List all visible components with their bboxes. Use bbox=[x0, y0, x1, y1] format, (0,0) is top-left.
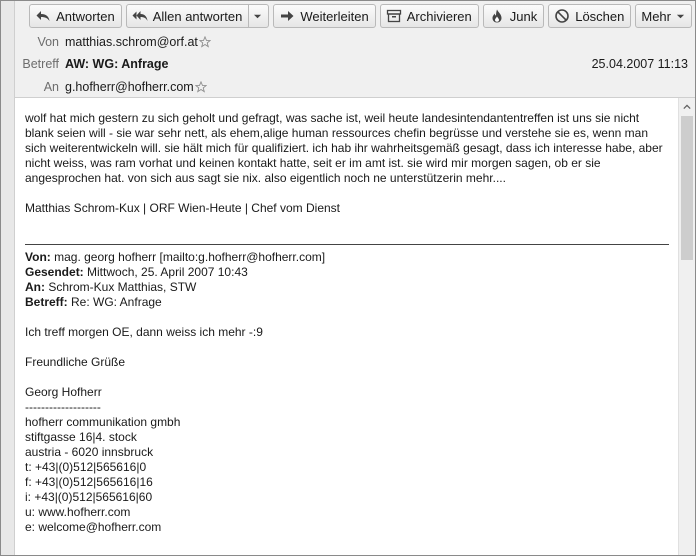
star-icon[interactable] bbox=[195, 81, 207, 93]
reply-label: Antworten bbox=[56, 8, 115, 24]
quoted-from-line: Von: mag. georg hofherr [mailto:g.hofherr@hofherr.com] bbox=[25, 250, 326, 264]
forward-icon bbox=[279, 8, 295, 24]
forward-label: Weiterleiten bbox=[300, 8, 369, 24]
more-button[interactable] bbox=[635, 4, 692, 28]
subject-value: AW: WG: Anfrage bbox=[65, 57, 169, 71]
more-label: Mehr bbox=[641, 8, 671, 24]
quoted-sent-line: Gesendet: Mittwoch, 25. April 2007 10:43 bbox=[25, 265, 248, 279]
signature: Matthias Schrom-Kux | ORF Wien-Heute | Chef vom Dienst bbox=[25, 201, 340, 215]
chevron-up-icon bbox=[683, 103, 691, 111]
quoted-message: Ich treff morgen OE, dann weiss ich mehr -:9 bbox=[25, 325, 263, 339]
reply-all-button[interactable] bbox=[126, 4, 270, 28]
chevron-down-icon bbox=[253, 12, 262, 21]
quoted-name: Georg Hofherr bbox=[25, 385, 102, 399]
subject-row bbox=[15, 54, 695, 74]
quoted-phone: t: +43|(0)512|565616|0 bbox=[25, 460, 147, 474]
quoted-url[interactable]: u: www.hofherr.com bbox=[25, 505, 131, 519]
chevron-down-icon bbox=[676, 12, 685, 21]
quoted-to-line: An: Schrom-Kux Matthias, STW bbox=[25, 280, 197, 294]
message-date: 25.04.2007 11:13 bbox=[591, 57, 688, 71]
to-row bbox=[15, 77, 695, 97]
quoted-email[interactable]: e: welcome@hofherr.com bbox=[25, 520, 162, 534]
from-row bbox=[15, 32, 695, 52]
reply-all-label: Allen antworten bbox=[152, 8, 243, 24]
quoted-street: stiftgasse 16|4. stock bbox=[25, 430, 137, 444]
junk-button[interactable] bbox=[483, 4, 544, 28]
scrollbar-thumb[interactable] bbox=[681, 116, 693, 260]
archive-label: Archivieren bbox=[406, 8, 472, 24]
star-icon[interactable] bbox=[199, 36, 211, 48]
forward-button[interactable] bbox=[273, 4, 375, 28]
junk-label: Junk bbox=[509, 8, 538, 24]
archive-icon bbox=[386, 8, 402, 24]
scroll-up-arrow[interactable] bbox=[679, 99, 695, 115]
quoted-fax: f: +43|(0)512|565616|16 bbox=[25, 475, 153, 489]
quoted-subject-line: Betreff: Re: WG: Anfrage bbox=[25, 295, 162, 309]
from-address[interactable]: matthias.schrom@orf.at bbox=[65, 35, 198, 49]
quoted-greeting: Freundliche Grüße bbox=[25, 355, 126, 369]
delete-label: Löschen bbox=[575, 8, 625, 24]
quoted-isdn: i: +43|(0)512|565616|60 bbox=[25, 490, 153, 504]
delete-button[interactable] bbox=[548, 4, 631, 28]
message-toolbar bbox=[29, 4, 692, 28]
archive-button[interactable] bbox=[380, 4, 479, 28]
reply-icon bbox=[35, 8, 51, 24]
delete-icon bbox=[554, 8, 570, 24]
message-paragraph: wolf hat mich gestern zu sich geholt und gefragt, was sache ist, weil heute landesintendantentreffen ist uns sie nicht blank seien will - sie war sehr nett, als ehem,alige human ressources chefin begrüsse und verstehe sie es, wenn man sich weiterentwickeln will. sie hält mich für qualifiziert. ich hab ihr wahrheitsgemäß gesagt, dass ich interesse habe, aber nicht weiss, was ram vorhat und keinen kontakt hatte, seit er im amt ist. sie wird mir morgen sagen, ob er sie angesprochen hat. von sich aus sagt sie nix. also eigentlich noch ne unterstützerin mehr.... bbox=[25, 111, 663, 185]
message-header-pane bbox=[15, 1, 695, 98]
quote-divider bbox=[25, 244, 669, 245]
quoted-city: austria - 6020 innsbruck bbox=[25, 445, 154, 459]
from-label: Von bbox=[37, 35, 59, 49]
quoted-company: hofherr communikation gmbh bbox=[25, 415, 181, 429]
left-strip bbox=[1, 1, 15, 555]
message-body bbox=[15, 98, 679, 555]
quoted-separator: ------------------- bbox=[25, 400, 101, 414]
reply-all-dropdown[interactable] bbox=[248, 5, 262, 27]
to-label: An bbox=[43, 80, 59, 94]
junk-flame-icon bbox=[489, 8, 505, 24]
to-address[interactable]: g.hofherr@hofherr.com bbox=[65, 80, 194, 94]
reply-button[interactable] bbox=[29, 4, 122, 28]
vertical-scrollbar[interactable] bbox=[678, 98, 695, 555]
reply-all-icon bbox=[132, 8, 148, 24]
subject-label: Betreff bbox=[22, 57, 59, 71]
